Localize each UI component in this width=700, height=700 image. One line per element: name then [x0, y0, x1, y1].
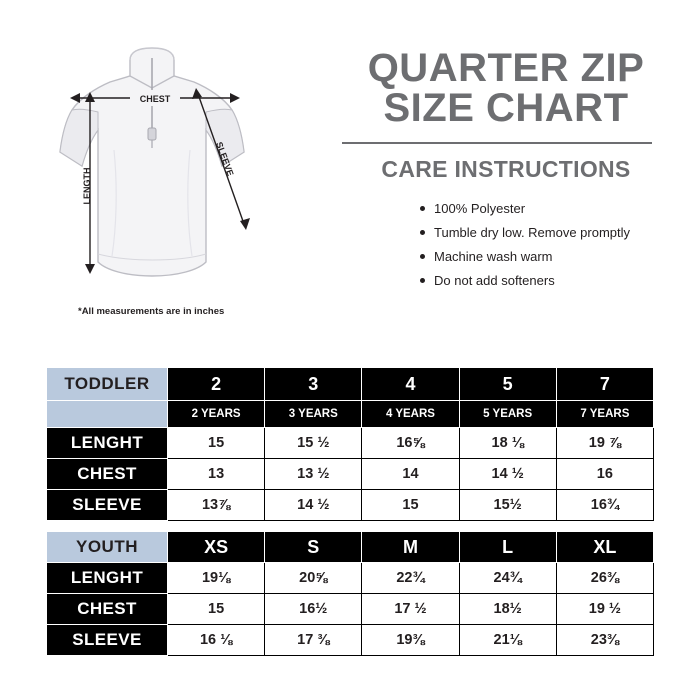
top-section	[0, 0, 700, 340]
toddler-cell: 13	[168, 459, 265, 490]
youth-cell: 18½	[459, 594, 556, 625]
youth-cell: 19⅛	[168, 563, 265, 594]
toddler-cell: 15	[168, 428, 265, 459]
youth-cell: 22¾	[362, 563, 459, 594]
toddler-row-label: SLEEVE	[47, 490, 168, 521]
table-row	[47, 532, 654, 563]
sleeve-label: SLEEVE	[214, 140, 236, 178]
length-label: LENGTH	[82, 167, 92, 205]
toddler-age-label: 4 YEARS	[362, 401, 459, 428]
youth-cell: 24¾	[459, 563, 556, 594]
youth-cell: 17 ⅜	[265, 625, 362, 656]
toddler-size-header: 7	[556, 368, 653, 401]
toddler-size-header: 3	[265, 368, 362, 401]
size-tables	[46, 367, 654, 656]
toddler-age-label: 5 YEARS	[459, 401, 556, 428]
table-row	[47, 401, 654, 428]
list-item: Tumble dry low. Remove promptly	[420, 225, 700, 240]
toddler-age-label: 2 YEARS	[168, 401, 265, 428]
bottom-spacer	[0, 678, 700, 700]
care-instructions-title: CARE INSTRUCTIONS	[381, 156, 631, 182]
toddler-cell: 14	[362, 459, 459, 490]
youth-row-label: LENGHT	[47, 563, 168, 594]
youth-cell: 20⅝	[265, 563, 362, 594]
toddler-cell: 13 ½	[265, 459, 362, 490]
table-row	[47, 594, 654, 625]
toddler-age-blank	[47, 401, 168, 428]
toddler-cell: 14 ½	[265, 490, 362, 521]
youth-size-header: S	[265, 532, 362, 563]
toddler-cell: 15 ½	[265, 428, 362, 459]
title-divider	[342, 142, 652, 144]
toddler-size-header: 4	[362, 368, 459, 401]
youth-cell: 26⅜	[556, 563, 653, 594]
youth-cell: 21⅛	[459, 625, 556, 656]
toddler-cell: 19 ⅞	[556, 428, 653, 459]
youth-cell: 16 ⅛	[168, 625, 265, 656]
table-row	[47, 490, 654, 521]
youth-size-header: M	[362, 532, 459, 563]
toddler-cell: 16⅝	[362, 428, 459, 459]
page-title-line1: QUARTER ZIP	[367, 46, 645, 90]
toddler-cell: 15	[362, 490, 459, 521]
youth-size-header: XL	[556, 532, 653, 563]
list-item: 100% Polyester	[420, 201, 700, 216]
list-item: Machine wash warm	[420, 249, 700, 264]
youth-cell: 19 ½	[556, 594, 653, 625]
list-item: Do not add softeners	[420, 273, 700, 288]
youth-size-header: L	[459, 532, 556, 563]
title-pane	[330, 0, 700, 340]
toddler-cell: 16	[556, 459, 653, 490]
toddler-cell: 18 ⅛	[459, 428, 556, 459]
table-row	[47, 625, 654, 656]
toddler-size-table	[46, 367, 654, 521]
youth-cell: 16½	[265, 594, 362, 625]
table-row	[47, 563, 654, 594]
garment-illustration-pane	[0, 0, 330, 340]
youth-row-label: SLEEVE	[47, 625, 168, 656]
chest-label: CHEST	[139, 94, 171, 104]
page-title-line2: SIZE CHART	[383, 86, 629, 130]
youth-group-label: YOUTH	[47, 532, 168, 563]
youth-size-header: XS	[168, 532, 265, 563]
toddler-age-label: 7 YEARS	[556, 401, 653, 428]
toddler-age-label: 3 YEARS	[265, 401, 362, 428]
youth-cell: 15	[168, 594, 265, 625]
care-instructions-list	[330, 201, 700, 288]
table-gap	[46, 521, 654, 531]
youth-size-table	[46, 531, 654, 656]
toddler-cell: 16¾	[556, 490, 653, 521]
table-row	[47, 428, 654, 459]
measurement-note: *All measurements are in inches	[78, 306, 225, 317]
table-row	[47, 368, 654, 401]
toddler-size-header: 5	[459, 368, 556, 401]
toddler-cell: 15½	[459, 490, 556, 521]
quarter-zip-illustration	[48, 40, 288, 300]
youth-cell: 17 ½	[362, 594, 459, 625]
table-row	[47, 459, 654, 490]
youth-cell: 23⅜	[556, 625, 653, 656]
toddler-row-label: CHEST	[47, 459, 168, 490]
toddler-cell: 13⅞	[168, 490, 265, 521]
toddler-group-label: TODDLER	[47, 368, 168, 401]
youth-row-label: CHEST	[47, 594, 168, 625]
toddler-size-header: 2	[168, 368, 265, 401]
youth-cell: 19⅜	[362, 625, 459, 656]
toddler-cell: 14 ½	[459, 459, 556, 490]
toddler-row-label: LENGHT	[47, 428, 168, 459]
